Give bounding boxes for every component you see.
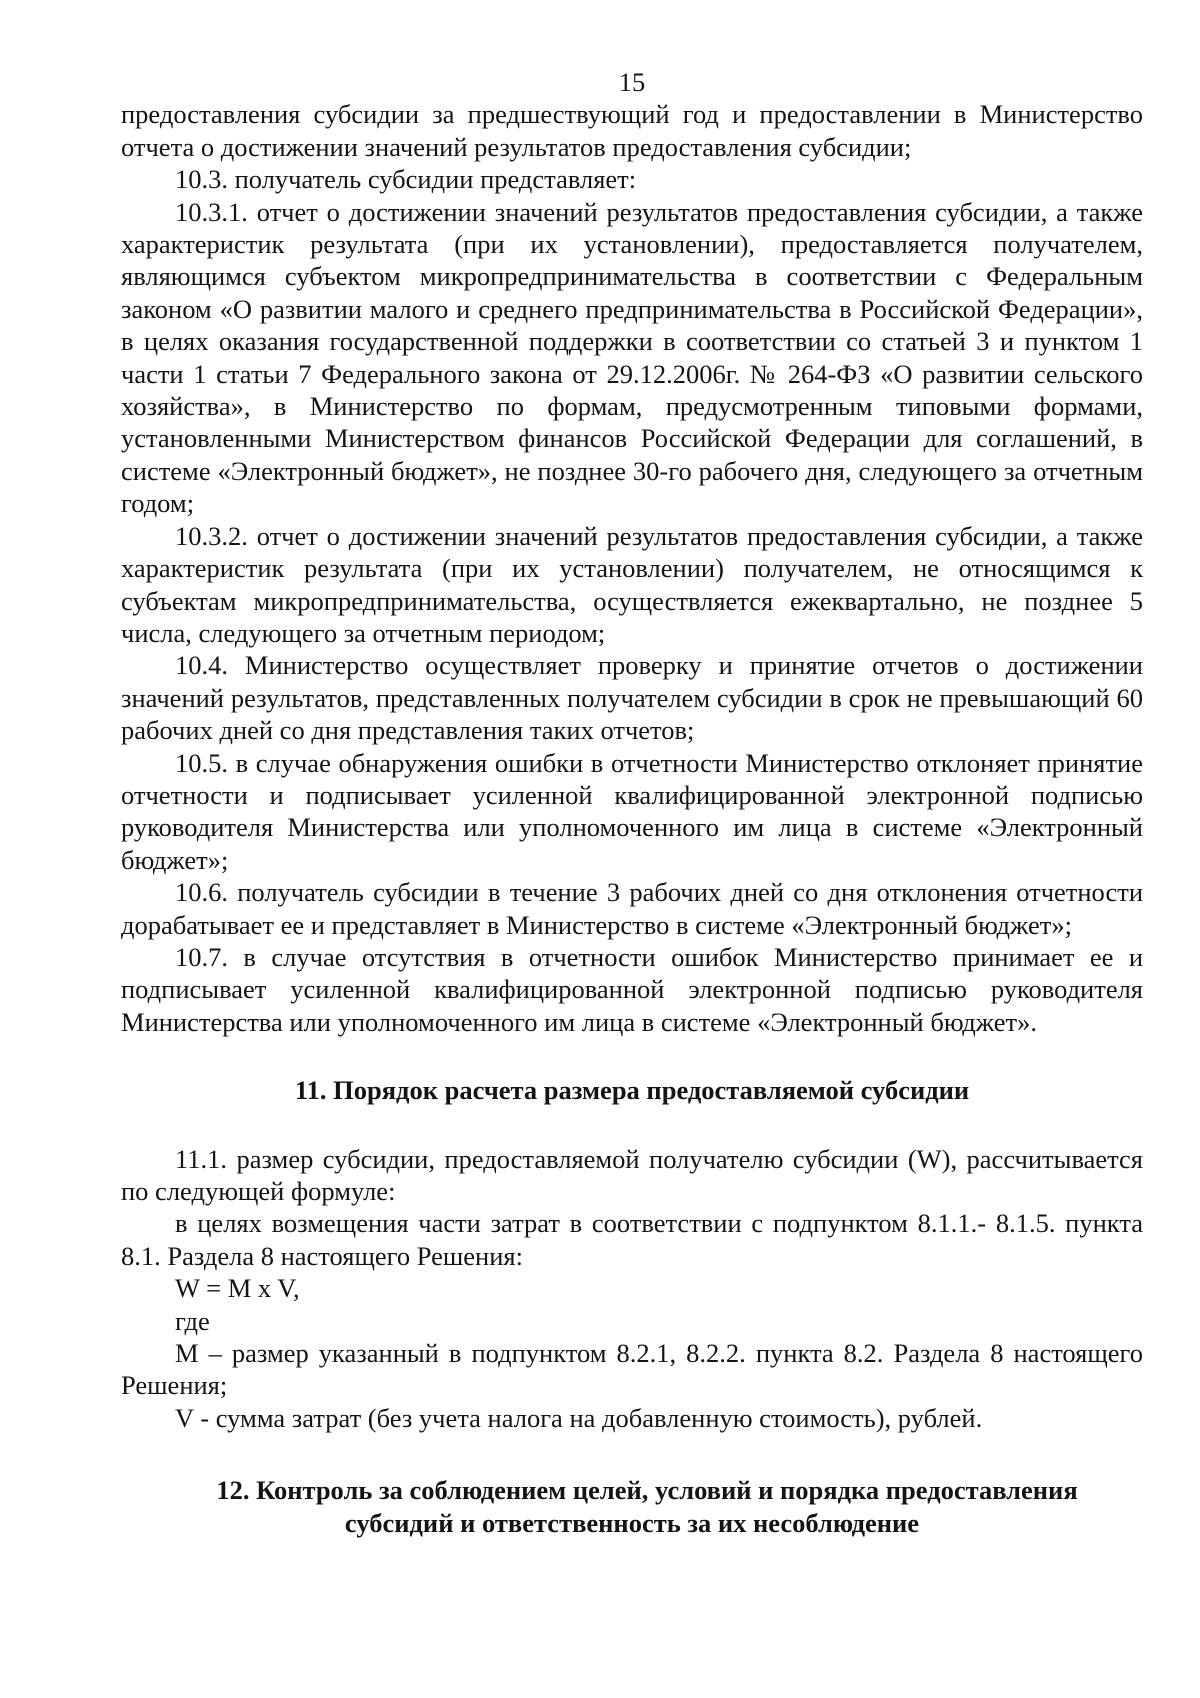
- document-page: [121, 66, 1143, 1539]
- section-heading-11: 11. Порядок расчета размера предоставляемой субсидии: [294, 1075, 970, 1106]
- section-heading-12-line-1: 12. Контроль за соблюдением целей, условий и порядка предоставления: [216, 1475, 1078, 1506]
- paragraph-10-6: 10.6. получатель субсидии в течение 3 рабочих дней со дня отклонения отчетности дорабатывает ее и представляет в Министерство в системе «Электронный бюджет»;: [121, 877, 1143, 940]
- paragraph-10-5: 10.5. в случае обнаружения ошибки в отчетности Министерство отклоняет принятие отчетности и подписывает усиленной квалифицированной электронной подписью руководителя Министерства или уполномоченного им лица в системе «Электронный бюджет»;: [121, 747, 1143, 875]
- formula: W = M x V,: [175, 1273, 300, 1304]
- paragraph-10-4: 10.4. Министерство осуществляет проверку и принятие отчетов о достижении значений результатов, представленных получателем субсидии в срок не превышающий 60 рабочих дней со дня представления таких отчетов;: [121, 650, 1143, 746]
- section-heading-12-line-2: субсидий и ответственность за их несоблюдение: [344, 1507, 920, 1538]
- paragraph-10-3-2: 10.3.2. отчет о достижении значений результатов предоставления субсидии, а также характеристик результата (при их установлении) получателем, не относящимся к субъектам микропредпринимательства, осуществляется ежеквартально, не позднее 5 числа, следующего за отчетным периодом;: [121, 520, 1143, 648]
- paragraph-purpose: в целях возмещения части затрат в соответствии с подпунктом 8.1.1.- 8.1.5. пункта 8.1. Раздела 8 настоящего Решения:: [121, 1208, 1143, 1271]
- paragraph-10-3-1: 10.3.1. отчет о достижении значений результатов предоставления субсидии, а также характеристик результата (при их установлении), предоставляется получателем, являющимся субъектом микропредпринимательства в соответствии с Федеральным законом «О развитии малого и среднего предпринимательства в Российской Федерации», в целях оказания государственной поддержки в соответствии со статьей 3 и пунктом 1 части 1 статьи 7 Федерального закона от 29.12.2006г. № 264-ФЗ «О развитии сельского хозяйства», в Министерство по формам, предусмотренным типовыми формами, установленными Министерством финансов Российской Федерации для соглашений, в системе «Электронный бюджет», не позднее 30-го рабочего дня, следующего за отчетным годом;: [121, 196, 1143, 519]
- paragraph-10-3: 10.3. получатель субсидии представляет:: [175, 164, 637, 195]
- paragraph-11-1: 11.1. размер субсидии, предоставляемой получателю субсидии (W), рассчитывается по следующей формуле:: [121, 1143, 1143, 1206]
- page-number: 15: [618, 67, 646, 97]
- definition-m: M – размер указанный в подпунктом 8.2.1, 8.2.2. пункта 8.2. Раздела 8 настоящего Решения;: [121, 1338, 1143, 1401]
- paragraph-continuation: предоставления субсидии за предшествующий год и предоставлении в Министерство отчета о достижении значений результатов предоставления субсидии;: [121, 99, 1143, 162]
- formula-where: где: [175, 1305, 210, 1336]
- definition-v: V - сумма затрат (без учета налога на добавленную стоимость), рублей.: [175, 1402, 983, 1433]
- paragraph-10-7: 10.7. в случае отсутствия в отчетности ошибок Министерство принимает ее и подписывает усиленной квалифицированной электронной подписью руководителя Министерства или уполномоченного им лица в системе «Электронный бюджет».: [121, 941, 1143, 1037]
